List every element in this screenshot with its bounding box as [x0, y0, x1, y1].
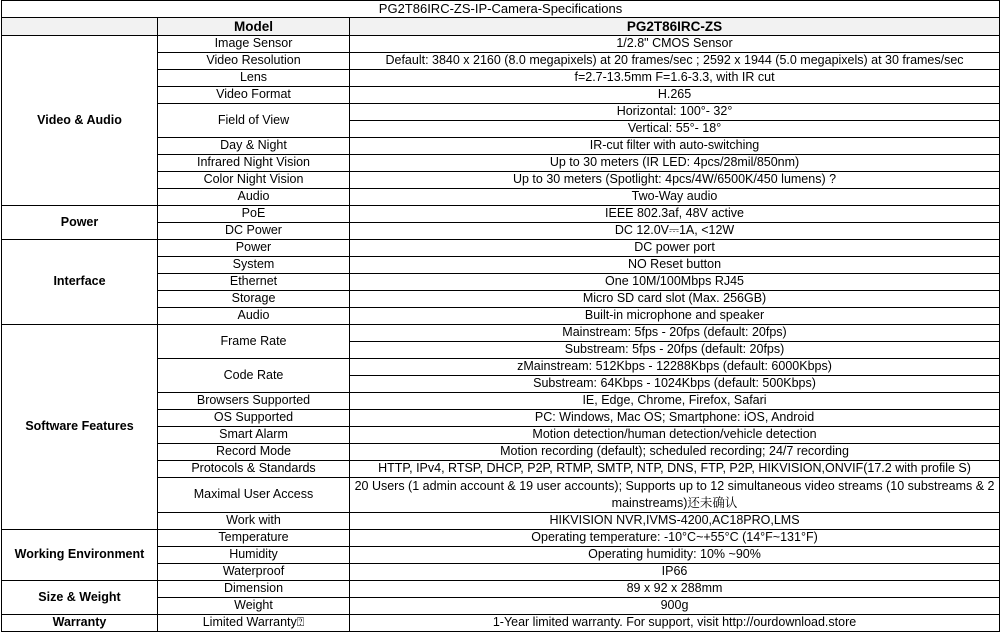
spec-table-body	[2, 1, 1000, 632]
title-row	[2, 1, 1000, 18]
spec-label: Smart Alarm	[158, 427, 350, 444]
spec-label: Browsers Supported	[158, 393, 350, 410]
spec-value: f=2.7-13.5mm F=1.6-3.3, with IR cut	[350, 70, 1000, 87]
spec-value: Operating temperature: -10°C~+55°C (14°F~131°F)	[350, 530, 1000, 547]
spec-label: Weight	[158, 598, 350, 615]
spec-value: IE, Edge, Chrome, Firefox, Safari	[350, 393, 1000, 410]
spec-value: DC 12.0V⎓1A, <12W	[350, 223, 1000, 240]
spec-label: System	[158, 257, 350, 274]
spec-value: IR-cut filter with auto-switching	[350, 138, 1000, 155]
spec-value: Up to 30 meters (Spotlight: 4pcs/4W/6500K/450 lumens) ?	[350, 172, 1000, 189]
spec-value: Mainstream: 5fps - 20fps (default: 20fps)	[350, 325, 1000, 342]
spec-value: Default: 3840 x 2160 (8.0 megapixels) at 20 frames/sec ; 2592 x 1944 (5.0 megapixels) at 30 frames/sec	[350, 53, 1000, 70]
spec-label: Color Night Vision	[158, 172, 350, 189]
category-cell: Video & Audio	[2, 36, 158, 206]
spec-label: Maximal User Access	[158, 478, 350, 513]
spec-value: Vertical: 55°- 18°	[350, 121, 1000, 138]
category-cell: Size & Weight	[2, 581, 158, 615]
spec-label: Field of View	[158, 104, 350, 138]
spec-label: Humidity	[158, 547, 350, 564]
spec-table	[1, 0, 1000, 632]
spec-label: Infrared Night Vision	[158, 155, 350, 172]
spec-label: Frame Rate	[158, 325, 350, 359]
spec-label: Lens	[158, 70, 350, 87]
spec-value: Micro SD card slot (Max. 256GB)	[350, 291, 1000, 308]
category-cell: Power	[2, 206, 158, 240]
spec-value: HIKVISION NVR,IVMS-4200,AC18PRO,LMS	[350, 513, 1000, 530]
spec-row	[2, 36, 1000, 53]
spec-value: zMainstream: 512Kbps - 12288Kbps (default: 6000Kbps)	[350, 359, 1000, 376]
spec-value: Motion detection/human detection/vehicle detection	[350, 427, 1000, 444]
spec-label: Day & Night	[158, 138, 350, 155]
spec-label: Record Mode	[158, 444, 350, 461]
spec-label: DC Power	[158, 223, 350, 240]
spec-label: Dimension	[158, 581, 350, 598]
spec-value: 1/2.8" CMOS Sensor	[350, 36, 1000, 53]
spec-label: Ethernet	[158, 274, 350, 291]
spec-label: Video Resolution	[158, 53, 350, 70]
spec-value: NO Reset button	[350, 257, 1000, 274]
spec-label: Temperature	[158, 530, 350, 547]
spec-label: Video Format	[158, 87, 350, 104]
category-cell: Interface	[2, 240, 158, 325]
spec-label: Image Sensor	[158, 36, 350, 53]
spec-label: Audio	[158, 308, 350, 325]
spec-value: Horizontal: 100°- 32°	[350, 104, 1000, 121]
spec-label: PoE	[158, 206, 350, 223]
header-row	[2, 18, 1000, 36]
spec-value: One 10M/100Mbps RJ45	[350, 274, 1000, 291]
spec-label: Power	[158, 240, 350, 257]
spec-value: DC power port	[350, 240, 1000, 257]
category-cell: Working Environment	[2, 530, 158, 581]
spec-value: Built-in microphone and speaker	[350, 308, 1000, 325]
spec-value: 20 Users (1 admin account & 19 user accounts); Supports up to 12 simultaneous video streams (10 substreams & 2 mainstreams)还未确认	[350, 478, 1000, 513]
header-category-cell	[2, 18, 158, 36]
spec-row	[2, 206, 1000, 223]
spec-label: Waterproof	[158, 564, 350, 581]
spec-value: PC: Windows, Mac OS; Smartphone: iOS, Android	[350, 410, 1000, 427]
spec-value: Up to 30 meters (IR LED: 4pcs/28mil/850nm)	[350, 155, 1000, 172]
spec-row	[2, 581, 1000, 598]
document-title: PG2T86IRC-ZS-IP-Camera-Specifications	[2, 1, 1000, 18]
spec-row	[2, 325, 1000, 342]
spec-value: H.265	[350, 87, 1000, 104]
spec-value: IEEE 802.3af, 48V active	[350, 206, 1000, 223]
spec-value: 89 x 92 x 288mm	[350, 581, 1000, 598]
spec-value: Substream: 64Kbps - 1024Kbps (default: 500Kbps)	[350, 376, 1000, 393]
spec-value: Substream: 5fps - 20fps (default: 20fps)	[350, 342, 1000, 359]
spec-label: Code Rate	[158, 359, 350, 393]
category-cell: Warranty	[2, 615, 158, 632]
spec-label: OS Supported	[158, 410, 350, 427]
spec-value: Motion recording (default); scheduled recording; 24/7 recording	[350, 444, 1000, 461]
spec-row	[2, 240, 1000, 257]
header-model-value: PG2T86IRC-ZS	[350, 18, 1000, 36]
spec-value: HTTP, IPv4, RTSP, DHCP, P2P, RTMP, SMTP, NTP, DNS, FTP, P2P, HIKVISION,ONVIF(17.2 with profile S)	[350, 461, 1000, 478]
spec-value: Two-Way audio	[350, 189, 1000, 206]
spec-label: Audio	[158, 189, 350, 206]
category-cell: Software Features	[2, 325, 158, 530]
spec-value: 900g	[350, 598, 1000, 615]
spec-label: Storage	[158, 291, 350, 308]
spec-value: IP66	[350, 564, 1000, 581]
spec-value: 1-Year limited warranty. For support, visit http://ourdownload.store	[350, 615, 1000, 632]
spec-row	[2, 615, 1000, 632]
spec-label: Work with	[158, 513, 350, 530]
spec-label: Protocols & Standards	[158, 461, 350, 478]
header-model-label: Model	[158, 18, 350, 36]
spec-value: Operating humidity: 10% ~90%	[350, 547, 1000, 564]
spec-row	[2, 530, 1000, 547]
spec-label: Limited Warranty⍰	[158, 615, 350, 632]
